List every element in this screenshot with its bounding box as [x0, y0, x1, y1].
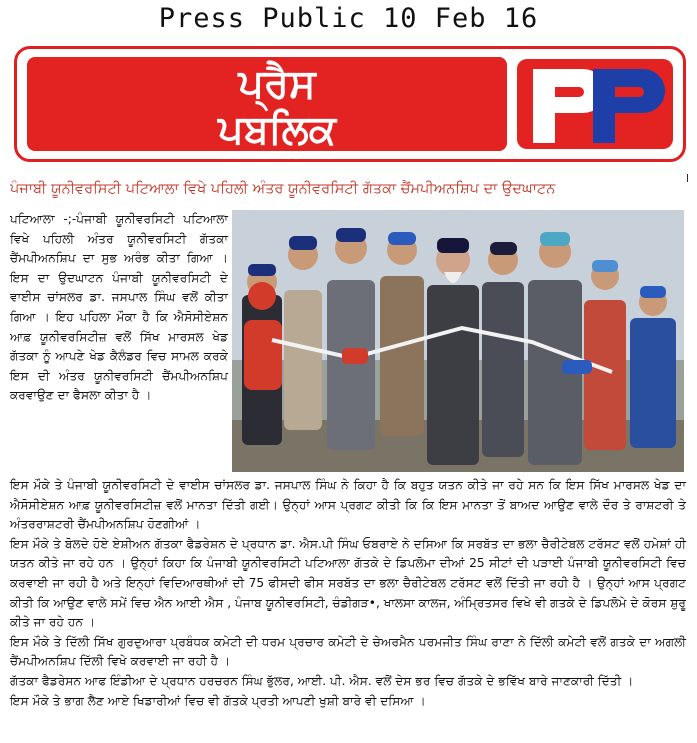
article-body	[10, 476, 686, 711]
article-headline: ਪੰਜਾਬੀ ਯੂਨੀਵਰਸਿਟੀ ਪਟਿਆਲਾ ਵਿਖੇ ਪਹਿਲੀ ਅੰਤਰ ਯੂਨੀਵਰਸਿਟੀ ਗੱਤਕਾ ਚੈਂਮਪੀਅਨਸ਼ਿਪ ਦਾ ਉਦਘਾਟਨ	[10, 181, 556, 197]
ribbon-cutting-photo-illustration	[232, 210, 684, 472]
article-paragraph: ਇਸ ਮੌਕੇ ਤੇ ਦਿੱਲੀ ਸਿੱਖ ਗੁਰਦੁਆਰਾ ਪ੍ਰਬੰਧਕ ਕਮੇਟੀ ਦੀ ਧਰਮ ਪ੍ਰਚਾਰ ਕਮੇਟੀ ਦੇ ਚੇਅਰਮੈਨ ਪਰਮਜੀਤ ਸਿੰਘ ਰਾਣਾ ਨੇ ਦਿੱਲੀ ਕਮੇਟੀ ਵਲੋਂ ਗਤਕੇ ਦਾ ਅਗਲੀ ਚੈਂਮਪੀਅਨਸ਼ਿਪ ਦਿੱਲੀ ਵਿਖੇ ਕਰਵਾਈ ਜਾ ਰਹੀ ਹੈ ।	[10, 634, 686, 669]
event-photo	[232, 210, 684, 472]
masthead-title: Press Public 10 Feb 16	[158, 3, 539, 34]
article-paragraph: ਗੱਤਕਾ ਫੈਡਰੇਸਨ ਆਫ ਇੰਡੀਆ ਦੇ ਪ੍ਰਧਾਨ ਹਰਚਰਨ ਸਿੰਘ ਭੁੱਲਰ, ਆਈ. ਪੀ. ਐਸ. ਵਲੋਂ ਦੇਸ ਭਰ ਵਿਚ ਗੱਤਕੇ ਦੇ ਭਵਿੱਖ ਬਾਰੇ ਜਾਣਕਾਰੀ ਦਿੱਤੀ ।	[10, 673, 634, 688]
logo-red-band	[27, 57, 507, 151]
logo-word-public: ਪਬਲਿਕ	[218, 107, 336, 153]
article-paragraph: ਇਸ ਮੌਕੇ ਤੇ ਭਾਗ ਲੈਣ ਆਏ ਖਿਡਾਰੀਆਂ ਵਿਚ ਵੀ ਗੱਤਕੇ ਪ੍ਰਤੀ ਆਪਣੀ ਖੁਸ਼ੀ ਬਾਰੇ ਵੀ ਦਸਿਆ ।	[10, 693, 426, 708]
margin-mark: l	[686, 172, 690, 185]
pp-logo-icon	[515, 55, 675, 153]
article-lead-paragraph: ਪਟਿਆਲਾ -;-ਪੰਜਾਬੀ ਯੂਨੀਵਰਸਿਟੀ ਪਟਿਆਲਾ ਵਿਖੇ ਪਹਿਲੀ ਅੰਤਰ ਯੂਨੀਵਰਸਿਟੀ ਗੱਤਕਾ ਚੈਂਮਪੀਅਨਸ਼ਿਪ ਦਾ ਸੁਭ ਅਰੰਭ ਕੀਤਾ ਗਿਆ । ਇਸ ਦਾ ਉਦਘਾਟਨ ਪੰਜਾਬੀ ਯੂਨੀਵਰਸਿਟੀ ਦੇ ਵਾਈਸ ਚਾਂਸਲਰ ਡਾ. ਜਸਪਾਲ ਸਿੰਘ ਵਲੋਂ ਕੀਤਾ ਗਿਆ । ਇਹ ਪਹਿਲਾ ਮੌਕਾ ਹੈ ਕਿ ਐਸੋਸੀਏਸ਼ਨ ਆਫ਼ ਯੂਨੀਵਰਸਿਟੀਜ਼ ਵਲੋਂ ਸਿੱਖ ਮਾਰਸਲ ਖੇਡ ਗੱਤਕਾ ਨੂੰ ਆਪਣੇ ਖੇਡ ਕੈਲੰਡਰ ਵਿਚ ਸਾਮਲ ਕਰਕੇ ਇਸ ਦੀ ਅੰਤਰ ਯੂਨੀਵਰਸਿਟੀ ਚੈਂਮਪੀਅਨਸ਼ਿਪ ਕਰਵਾਉਣ ਦਾ ਫੈਸਲਾ ਕੀਤਾ ਹੈ ।	[10, 212, 228, 403]
logo-word-press: ਪ੍ਰੈਸ	[238, 61, 316, 107]
press-public-logo	[14, 46, 686, 162]
article-paragraph: ਇਸ ਮੌਕੇ ਤੇ ਪੰਜਾਬੀ ਯੂਨੀਵਰਸਿਟੀ ਦੇ ਵਾਈਸ ਚਾਂਸਲਰ ਡਾ. ਜਸਪਾਲ ਸਿੰਘ ਨੇ ਕਿਹਾ ਹੈ ਕਿ ਬਹੁਤ ਯਤਨ ਕੀਤੇ ਜਾ ਰਹੇ ਸਨ ਕਿ ਇਸ ਸਿੱਖ ਮਾਰਸਲ ਖੇਡ ਦਾ ਐਸੋਸੀਏਸ਼ਨ ਆਫ਼ ਯੂਨੀਵਰਸਿਟੀਜ਼ ਵਲੋਂ ਮਾਨਤਾ ਦਿੱਤੀ ਗਈ। ਉਨ੍ਹਾਂ ਆਸ ਪ੍ਰਗਟ ਕੀਤੀ ਕਿ ਕਿ ਇਸ ਮਾਨਤਾ ਤੋਂ ਬਾਅਦ ਆਉਣ ਵਾਲੇ ਦੌਰ ਤੇ ਰਾਸ਼ਟਰੀ ਤੇ ਅੰਤਰਰਾਸ਼ਟਰੀ ਚੈਂਮਪੀਅਨਸ਼ਿਪ ਹੋਣਗੀਆਂ ।	[10, 478, 686, 532]
article-paragraph: ਇਸ ਮੌਕੇ ਤੇ ਬੋਲਦੇ ਹੋਏ ਏਸ਼ੀਅਨ ਗੱਤਕਾ ਫੈਡਰੇਸ਼ਨ ਦੇ ਪ੍ਰਧਾਨ ਡਾ. ਐਸ.ਪੀ ਸਿੰਘ ਓਬਰਾਏ ਨੇ ਦਸਿਆ ਕਿ ਸਰਬੱਤ ਦਾ ਭਲਾ ਚੈਰੀਟੇਬਲ ਟਰੱਸਟ ਵਲੋਂ ਹਮੇਸ਼ਾਂ ਹੀ ਯਤਨ ਕੀਤੇ ਜਾ ਰਹੇ ਹਨ । ਉਨ੍ਹਾਂ ਕਿਹਾ ਕਿ ਪੰਜਾਬੀ ਯੂਨੀਵਰਸਿਟੀ ਪਟਿਆਲਾ ਗੱਤਕੇ ਦੇ ਡਿਪਲੋਮਾ ਦੀਆਂ 25 ਸੀਟਾਂ ਦੀ ਪੜਾਈ ਪੰਜਾਬੀ ਯੂਨੀਵਰਸਿਟੀ ਵਿਚ ਕਰਵਾਈ ਜਾ ਰਹੀ ਹੈ ਅਤੇ ਇਨ੍ਹਾਂ ਵਿਦਿਆਰਥੀਆਂ ਦੀ 75 ਫੀਸਦੀ ਫੀਸ ਸਰਬੱਤ ਦਾ ਭਲਾ ਚੈਰੀਟੇਬਲ ਟਰੱਸਟ ਵਲੋਂ ਦਿੱਤੀ ਜਾ ਰਹੀ ਹੈ । ਉਨ੍ਹਾਂ ਆਸ ਪ੍ਰਗਟ ਕੀਤੀ ਕਿ ਆਉਣ ਵਾਲੇ ਸਮੇਂ ਵਿਚ ਐਨ ਆਈ ਐਸ , ਪੰਜਾਬ ਯੂਨੀਵਰਸਿਟੀ, ਚੰਡੀਗੜ•, ਖਾਲਸਾ ਕਾਲਜ, ਅੰਮ੍ਰਿਤਸਰ ਵਿਖੇ ਵੀ ਗਤਕੇ ਦੇ ਡਿਪਲੋਮੇ ਦੇ ਕੋਰਸ ਸ਼ੁਰੂ ਕੀਤੇ ਜਾ ਰਹੇ ਹਨ ।	[10, 536, 686, 630]
